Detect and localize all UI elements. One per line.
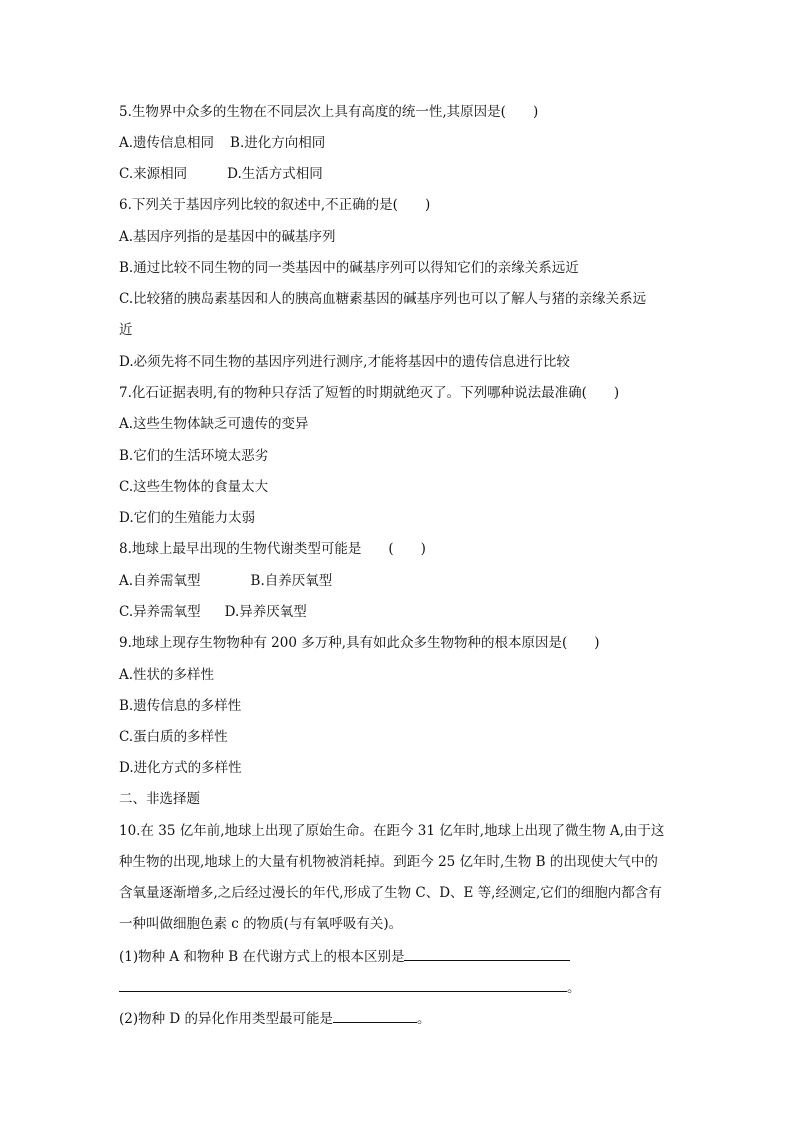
- option-b: B.进化方向相同: [230, 135, 326, 151]
- section-heading: 二、非选择题: [119, 791, 200, 807]
- question-5-stem: 5.生物界中众多的生物在不同层次上具有高度的统一性,其原因是( ): [119, 104, 539, 120]
- option-b: B.它们的生活环境太恶劣: [119, 448, 269, 464]
- period: 。: [567, 980, 581, 996]
- option-a: A.基因序列指的是基因中的碱基序列: [119, 229, 336, 245]
- answer-blank[interactable]: [404, 946, 570, 961]
- option-a: A.性状的多样性: [119, 667, 215, 683]
- period: 。: [417, 1011, 431, 1027]
- question-5-options-ab: [119, 133, 325, 153]
- option-c-continued: 近: [119, 322, 133, 338]
- option-d: D.异养厌氧型: [224, 604, 307, 620]
- question-10-paragraph-line: 10.在 35 亿年前,地球上出现了原始生命。在距今 31 亿年时,地球上出现了微生物 A,由于这: [119, 823, 665, 839]
- question-10-paragraph-line: 种生物的出现,地球上的大量有机物被消耗掉。到距今 25 亿年时,生物 B 的出现使大气中的: [119, 854, 658, 870]
- option-c: C.这些生物体的食量太大: [119, 479, 269, 495]
- option-a: A.自养需氧型: [119, 573, 201, 589]
- option-b: B.通过比较不同生物的同一类基因中的碱基序列可以得知它们的亲缘关系远近: [119, 260, 579, 276]
- question-8-options-cd: [119, 602, 307, 622]
- question-6-stem: 6.下列关于基因序列比较的叙述中,不正确的是( ): [119, 197, 431, 213]
- question-10-sub-1-continued: [119, 977, 581, 998]
- answer-blank[interactable]: [333, 1008, 417, 1023]
- option-b: B.遗传信息的多样性: [119, 698, 242, 714]
- sub-question-text: (1)物种 A 和物种 B 在代谢方式上的根本区别是: [119, 949, 405, 965]
- option-d: D.生活方式相同: [227, 166, 323, 182]
- question-8-stem: 8.地球上最早出现的生物代谢类型可能是 ( ): [119, 541, 426, 557]
- option-c: C.蛋白质的多样性: [119, 729, 228, 745]
- question-10-paragraph-line: 含氧量逐渐增多,之后经过漫长的年代,形成了生物 C、D、E 等,经测定,它们的细胞内都含有: [119, 885, 662, 901]
- option-c: C.比较猪的胰岛素基因和人的胰高血糖素基因的碱基序列也可以了解人与猪的亲缘关系远: [119, 291, 647, 307]
- option-c: C.来源相同: [119, 166, 188, 182]
- question-8-options-ab: [119, 571, 332, 591]
- sub-question-text: (2)物种 D 的异化作用类型最可能是: [119, 1011, 334, 1027]
- question-5-options-cd: [119, 164, 323, 184]
- question-10-paragraph-line: 一种叫做细胞色素 c 的物质(与有氧呼吸有关)。: [119, 916, 403, 932]
- question-7-stem: 7.化石证据表明,有的物种只存活了短暂的时期就绝灭了。下列哪种说法最准确( ): [119, 385, 620, 401]
- question-10-sub-2: [119, 1008, 431, 1029]
- option-c: C.异养需氧型: [119, 604, 201, 620]
- option-d: D.必须先将不同生物的基因序列进行测序,才能将基因中的遗传信息进行比较: [119, 354, 570, 370]
- answer-blank[interactable]: [119, 977, 567, 992]
- question-10-sub-1: [119, 946, 570, 967]
- question-9-stem: 9.地球上现存生物物种有 200 多万种,具有如此众多生物物种的根本原因是( ): [119, 635, 600, 651]
- option-d: D.进化方式的多样性: [119, 760, 242, 776]
- option-a: A.这些生物体缺乏可遗传的变异: [119, 416, 309, 432]
- option-d: D.它们的生殖能力太弱: [119, 510, 256, 526]
- option-b: B.自养厌氧型: [250, 573, 333, 589]
- option-a: A.遗传信息相同: [119, 135, 215, 151]
